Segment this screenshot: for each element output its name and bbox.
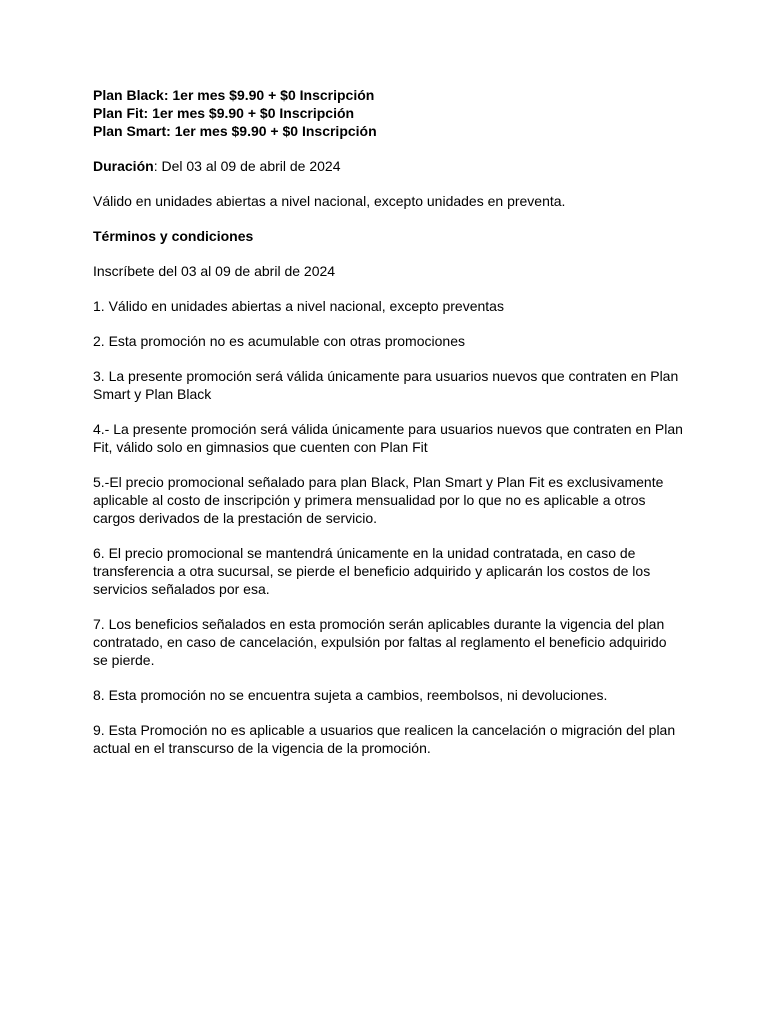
- term-6: 6. El precio promocional se mantendrá únicamente en la unidad contratada, en caso de transferencia a otra sucursal, se pierde el beneficio adquirido y aplicarán los costos de los servicios señalados por esa.: [93, 545, 651, 597]
- term-5: 5.-El precio promocional señalado para plan Black, Plan Smart y Plan Fit es exclusivamente aplicable al costo de inscripción y primera mensualidad por lo que no es aplicable a otros cargos derivados de la prestación de servicio.: [93, 474, 664, 526]
- validity-note: Válido en unidades abiertas a nivel nacional, excepto unidades en preventa.: [93, 193, 566, 209]
- plan-fit-price: Plan Fit: 1er mes $9.90 + $0 Inscripción: [93, 105, 355, 121]
- duration-text: : Del 03 al 09 de abril de 2024: [153, 158, 341, 174]
- term-1: 1. Válido en unidades abiertas a nivel nacional, excepto preventas: [93, 298, 504, 314]
- plan-prices: [93, 86, 683, 140]
- duration-label: Duración: [93, 158, 154, 174]
- plan-black-price: Plan Black: 1er mes $9.90 + $0 Inscripción: [93, 87, 375, 103]
- term-8: 8. Esta promoción no se encuentra sujeta a cambios, reembolsos, ni devoluciones.: [93, 687, 608, 703]
- enroll-dates: Inscríbete del 03 al 09 de abril de 2024: [93, 263, 336, 279]
- term-7: 7. Los beneficios señalados en esta promoción serán aplicables durante la vigencia del plan contratado, en caso de cancelación, expulsión por faltas al reglamento el beneficio adquirido se pierde.: [93, 616, 667, 668]
- term-3: 3. La presente promoción será válida únicamente para usuarios nuevos que contraten en Plan Smart y Plan Black: [93, 368, 679, 402]
- document-body: [93, 86, 683, 757]
- term-9: 9. Esta Promoción no es aplicable a usuarios que realicen la cancelación o migración del plan actual en el transcurso de la vigencia de la promoción.: [93, 722, 676, 756]
- terms-heading: Términos y condiciones: [93, 228, 254, 244]
- term-2: 2. Esta promoción no es acumulable con otras promociones: [93, 333, 465, 349]
- duration-line: [93, 157, 683, 175]
- plan-smart-price: Plan Smart: 1er mes $9.90 + $0 Inscripción: [93, 123, 377, 139]
- term-4: 4.- La presente promoción será válida únicamente para usuarios nuevos que contraten en Plan Fit, válido solo en gimnasios que cuenten con Plan Fit: [93, 421, 683, 455]
